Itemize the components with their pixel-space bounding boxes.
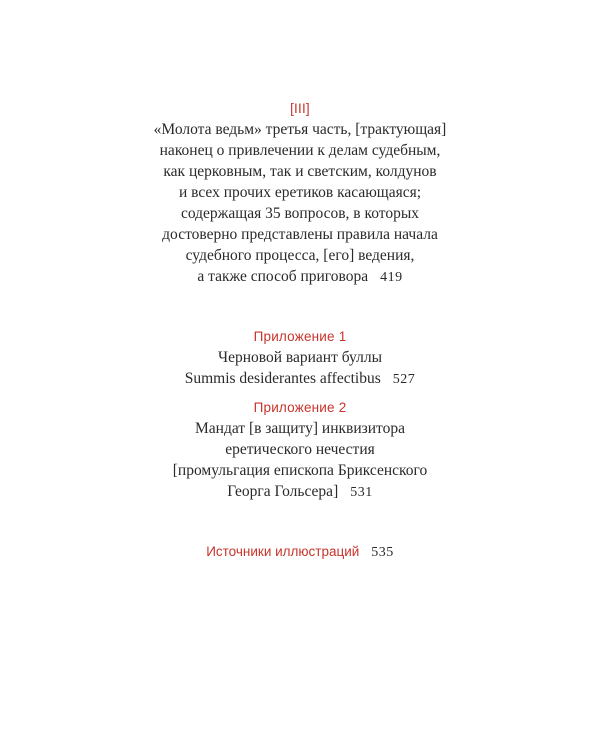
part-3-line: наконец о привлечении к делам судебным, xyxy=(159,142,441,159)
part-3-line: достоверно представлены правила начала xyxy=(162,226,438,243)
appendix-1-heading: Приложение 1 xyxy=(253,329,347,344)
part-3-line: и всех прочих еретиков касающаяся; xyxy=(178,184,422,201)
part-3-line: «Молота ведьм» третья часть, [трактующая] xyxy=(153,121,447,138)
toc-entry-appendix-2 xyxy=(0,397,600,503)
appendix-1-last-line xyxy=(0,368,600,390)
part-3-page-number: 419 xyxy=(380,270,403,285)
toc-entry-sources xyxy=(0,541,600,563)
appendix-2-line: Георга Гольсера] xyxy=(227,483,339,500)
appendix-1-line: Summis desiderantes affectibus xyxy=(184,370,381,387)
sources-line xyxy=(0,541,600,563)
part-3-last-line xyxy=(0,266,600,288)
appendix-2-heading: Приложение 2 xyxy=(253,400,347,415)
toc-entry-part-3 xyxy=(0,98,600,288)
appendix-2-line: еретического нечестия xyxy=(225,441,375,458)
sources-heading: Источники иллюстраций xyxy=(206,544,360,559)
appendix-2-line: [промульгация епископа Бриксенского xyxy=(172,462,428,479)
appendix-2-page-number: 531 xyxy=(350,485,373,500)
appendix-2-line: Мандат [в защиту] инквизитора xyxy=(194,420,405,437)
part-3-line: а также способ приговора xyxy=(197,268,369,285)
toc-entry-appendix-1 xyxy=(0,326,600,390)
part-3-line: судебного процесса, [его] ведения, xyxy=(185,247,415,264)
appendix-1-line: Черновой вариант буллы xyxy=(218,349,382,366)
part-3-line: содержащая 35 вопросов, в которых xyxy=(180,205,420,222)
appendix-1-page-number: 527 xyxy=(392,372,416,387)
sources-page-number: 535 xyxy=(371,545,394,560)
appendix-2-last-line xyxy=(0,481,600,503)
part-3-line: как церковным, так и светским, колдунов xyxy=(163,163,437,180)
part-3-heading: [III] xyxy=(290,101,310,116)
